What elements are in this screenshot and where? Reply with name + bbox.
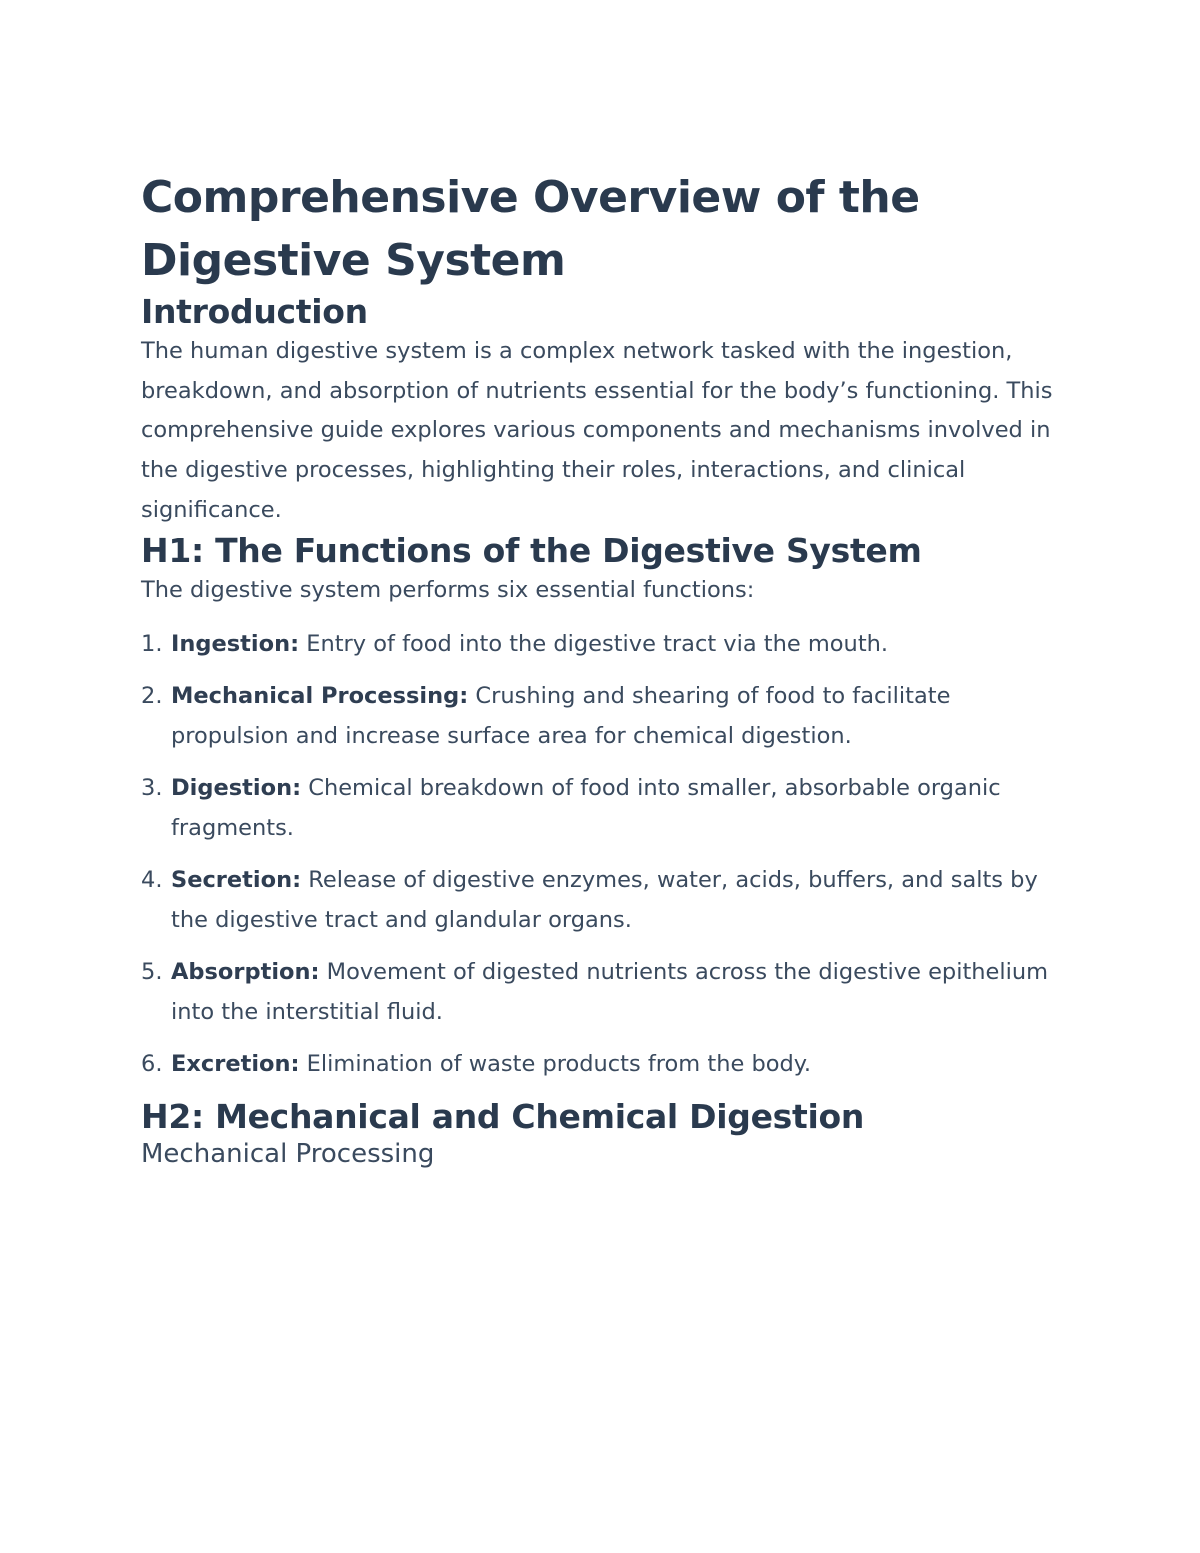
functions-list: [141, 625, 1066, 1085]
list-item-text: Chemical breakdown of food into smaller, absorbable organic fragments.: [171, 775, 1001, 842]
list-item-number: 2.: [141, 683, 163, 710]
document-page: [141, 166, 1066, 1171]
list-item: [141, 769, 1066, 848]
list-item-number: 4.: [141, 867, 163, 894]
list-item-text: Movement of digested nutrients across the digestive epithelium into the interstitial fluid.: [171, 959, 1049, 1025]
list-item-term: Digestion:: [171, 775, 302, 802]
list-item: [141, 861, 1066, 940]
list-item-number: 1.: [141, 631, 163, 658]
document-title: Comprehensive Overview of the Digestive System: [141, 172, 920, 286]
functions-heading: H1: The Functions of the Digestive System: [141, 530, 922, 570]
list-item: [141, 625, 1066, 665]
list-item-text: Release of digestive enzymes, water, acids, buffers, and salts by the digestive tract and glandular organs.: [171, 867, 1038, 933]
list-item-number: 5.: [141, 959, 163, 986]
list-item: [141, 953, 1066, 1032]
list-item-term: Excretion:: [171, 1051, 300, 1078]
list-item-text: Crushing and shearing of food to facilitate propulsion and increase surface area for chemical digestion.: [171, 683, 951, 750]
list-item-term: Mechanical Processing:: [171, 683, 469, 710]
list-item-term: Absorption:: [171, 959, 320, 986]
list-item-text: Entry of food into the digestive tract via the mouth.: [299, 631, 889, 658]
list-item-number: 3.: [141, 775, 163, 802]
list-item-number: 6.: [141, 1051, 163, 1078]
functions-lead-text: The digestive system performs six essential functions:: [141, 576, 755, 603]
introduction-heading: Introduction: [141, 292, 368, 331]
list-item-text: Elimination of waste products from the body.: [299, 1051, 812, 1078]
list-item: [141, 677, 1066, 756]
introduction-paragraph: The human digestive system is a complex network tasked with the ingestion, breakdown, and absorption of nutrients essential for the body’s functioning. This comprehensive guide explores various components and mechanisms involved in the digestive processes, highlighting their roles, interactions, and clinical significance.: [141, 338, 1053, 523]
mechanical-processing-subheading: Mechanical Processing: [141, 1139, 435, 1170]
digestion-heading: H2: Mechanical and Chemical Digestion: [141, 1097, 865, 1137]
list-item: [141, 1045, 1066, 1085]
list-item-term: Ingestion:: [171, 631, 300, 658]
list-item-term: Secretion:: [171, 867, 302, 894]
